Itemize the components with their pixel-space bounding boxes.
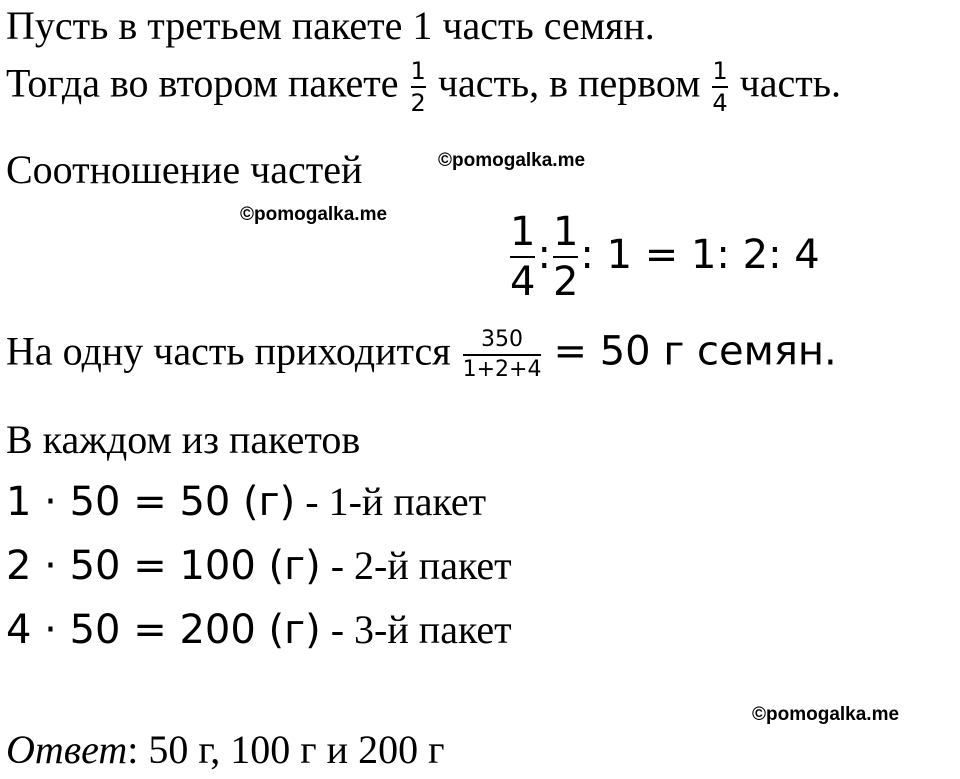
parts-text-b: часть, в первом [437, 60, 701, 106]
fraction-bar [463, 354, 542, 356]
fraction-numerator: 1 [510, 209, 536, 255]
fraction-denominator: 1+2+4 [462, 357, 542, 383]
per-part-fraction [463, 328, 542, 382]
fraction-numerator: 1 [712, 57, 728, 85]
packet-expression: 1 · 50 = 50 (г) [6, 479, 296, 525]
parts-text-c: часть. [739, 60, 842, 106]
watermark: ©pomogalka.me [438, 150, 586, 171]
line-per-part [6, 328, 837, 382]
ratio-separator: : [537, 232, 551, 278]
packet-row-3 [6, 607, 512, 653]
packet-label: - 3-й пакет [320, 607, 512, 652]
fraction-denominator: 2 [410, 89, 426, 118]
fraction-denominator: 2 [552, 259, 579, 305]
line-premise: Пусть в третьем пакете 1 часть семян. [6, 3, 655, 48]
fraction-numerator: 1 [410, 57, 426, 85]
line-each-packet: В каждом из пакетов [6, 417, 361, 462]
fraction-bar [411, 86, 426, 88]
per-part-text: На одну часть приходится [6, 328, 451, 374]
watermark: ©pomogalka.me [240, 204, 388, 225]
line-parts [6, 58, 841, 117]
per-part-result-eq: = 50 г семян. [553, 328, 837, 375]
packet-label: - 2-й пакет [320, 543, 512, 588]
fraction-numerator: 350 [481, 327, 524, 352]
line-ratio-heading: Соотношение частей [6, 147, 363, 192]
packet-row-1 [6, 479, 487, 525]
ratio-rest: : 1 = 1: 2: 4 [580, 232, 820, 278]
ratio-fraction-half [553, 210, 578, 304]
fraction-denominator: 4 [510, 259, 536, 305]
ratio-equation [508, 210, 820, 304]
packet-label: - 1-й пакет [295, 479, 487, 524]
packet-row-2 [6, 543, 512, 589]
watermark: ©pomogalka.me [752, 704, 900, 725]
fraction-denominator: 4 [712, 89, 728, 118]
packet-expression: 4 · 50 = 200 (г) [6, 607, 321, 653]
fraction-one-half [411, 58, 426, 117]
answer-label: Ответ [6, 727, 128, 772]
answer-text: : 50 г, 100 г и 200 г [127, 727, 445, 772]
ratio-fraction-quarter [510, 210, 535, 304]
fraction-numerator: 1 [552, 209, 579, 255]
parts-text-a: Тогда во втором пакете [6, 60, 399, 106]
fraction-bar [510, 256, 535, 258]
packet-expression: 2 · 50 = 100 (г) [6, 543, 321, 589]
fraction-bar [712, 86, 727, 88]
fraction-bar [553, 256, 578, 258]
answer-line [6, 727, 445, 772]
fraction-one-quarter [712, 58, 727, 117]
